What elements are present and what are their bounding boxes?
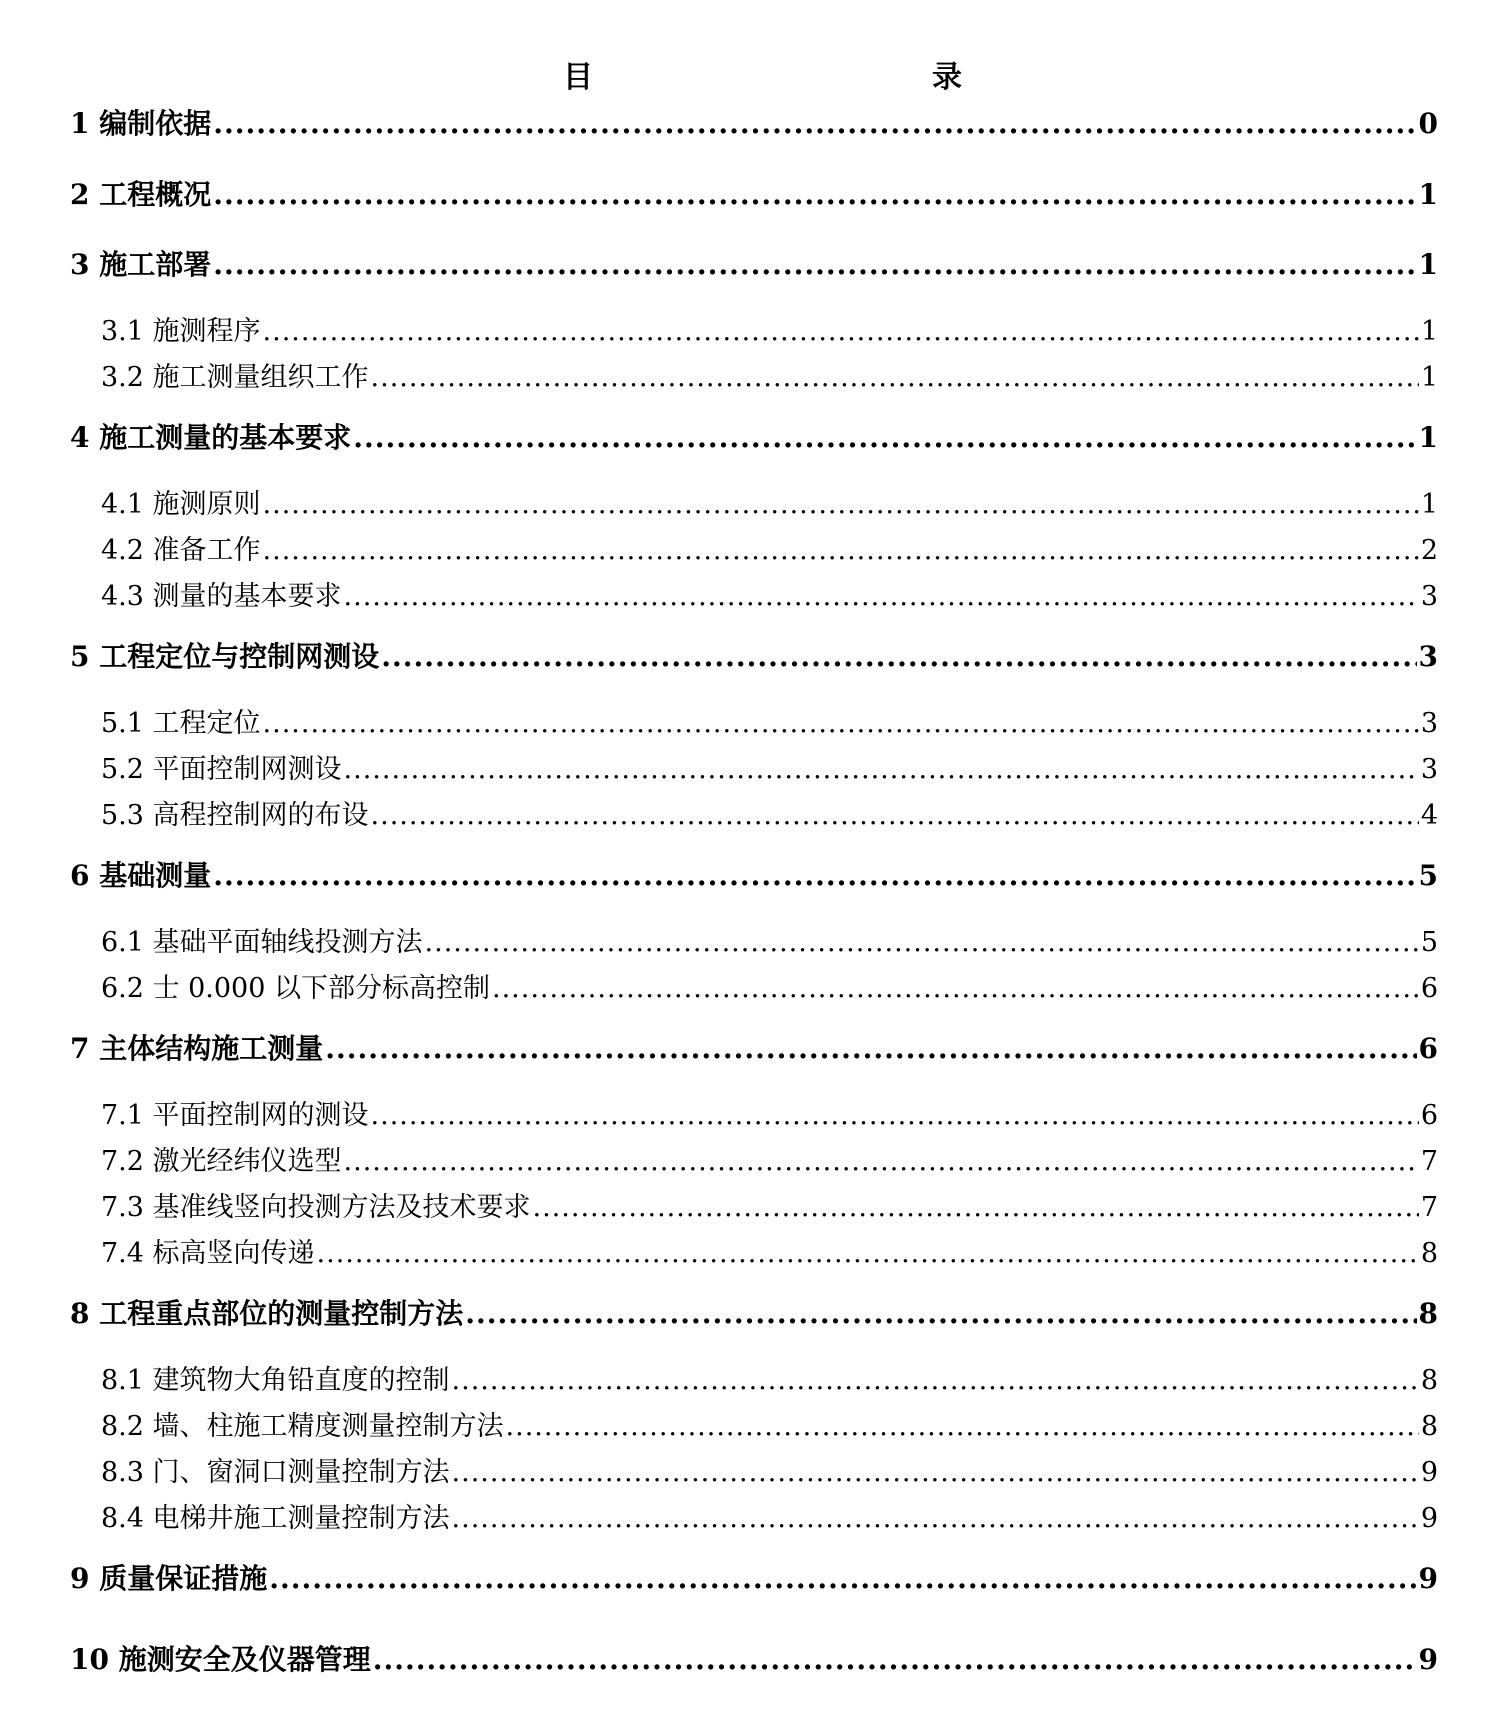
- toc-entry-label: 10 施测安全及仪器管理: [70, 1643, 371, 1676]
- toc-entry-label: 3 施工部署: [70, 248, 212, 281]
- toc-leader-dots: [353, 421, 1416, 454]
- toc-entry-label: 7.3 基准线竖向投测方法及技术要求: [101, 1192, 531, 1223]
- toc-leader-dots: [425, 927, 1419, 958]
- toc-entry-7-4[interactable]: [101, 1231, 1438, 1267]
- toc-entry-page: 3: [1420, 754, 1438, 785]
- toc-entry-page: 3: [1420, 708, 1438, 739]
- toc-title: [0, 52, 1506, 95]
- toc-entry-page: 6: [1420, 973, 1438, 1004]
- toc-leader-dots: [325, 1032, 1416, 1065]
- toc-entry-label: 6.2 士 0.000 以下部分标高控制: [101, 973, 490, 1004]
- toc-leader-dots: [452, 1503, 1419, 1534]
- toc-leader-dots: [452, 1365, 1419, 1396]
- toc-entry-label: 7.2 激光经纬仪选型: [101, 1146, 342, 1177]
- toc-entry-4-1[interactable]: [101, 482, 1438, 518]
- toc-leader-dots: [263, 708, 1419, 739]
- toc-entry-label: 1 编制依据: [70, 107, 212, 140]
- toc-entry-label: 2 工程概况: [70, 178, 212, 211]
- toc-entry-label: 8.3 门、窗洞口测量控制方法: [101, 1457, 450, 1488]
- toc-entry-page: 1: [1420, 316, 1438, 347]
- toc-leader-dots: [213, 107, 1416, 140]
- toc-entry-label: 4.2 准备工作: [101, 535, 261, 566]
- toc-entry-label: 8.4 电梯井施工测量控制方法: [101, 1503, 450, 1534]
- toc-leader-dots: [263, 535, 1419, 566]
- toc-entry-page: 1: [1418, 248, 1438, 281]
- toc-entry-page: 3: [1420, 581, 1438, 612]
- toc-entry-page: 2: [1420, 535, 1438, 566]
- toc-entry-page: 1: [1418, 178, 1438, 211]
- toc-entry-8[interactable]: [70, 1292, 1438, 1330]
- toc-entry-label: 6.1 基础平面轴线投测方法: [101, 927, 423, 958]
- toc-entry-page: 1: [1418, 421, 1438, 454]
- toc-entry-5[interactable]: [70, 635, 1438, 673]
- toc-entry-label: 3.2 施工测量组织工作: [101, 362, 369, 393]
- toc-entry-label: 4.1 施测原则: [101, 489, 261, 520]
- toc-entry-9[interactable]: [70, 1557, 1438, 1595]
- toc-entry-page: 1: [1420, 362, 1438, 393]
- toc-entry-page: 1: [1420, 489, 1438, 520]
- toc-leader-dots: [344, 581, 1419, 612]
- toc-entry-label: 6 基础测量: [70, 859, 212, 892]
- toc-leader-dots: [373, 1643, 1417, 1676]
- toc-entry-page: 3: [1418, 640, 1438, 673]
- toc-entry-6-1[interactable]: [101, 920, 1438, 956]
- toc-entry-10[interactable]: [70, 1638, 1438, 1676]
- toc-entry-8-2[interactable]: [101, 1404, 1438, 1440]
- toc-leader-dots: [344, 1146, 1419, 1177]
- toc-entry-3-1[interactable]: [101, 309, 1438, 345]
- toc-entry-label: 3.1 施测程序: [101, 316, 261, 347]
- toc-entry-page: 9: [1420, 1503, 1438, 1534]
- toc-leader-dots: [533, 1192, 1419, 1223]
- toc-entry-label: 4 施工测量的基本要求: [70, 421, 352, 454]
- toc-entry-label: 7.1 平面控制网的测设: [101, 1100, 369, 1131]
- toc-entry-page: 6: [1418, 1032, 1438, 1065]
- toc-leader-dots: [317, 1238, 1419, 1269]
- toc-leader-dots: [263, 489, 1419, 520]
- toc-leader-dots: [371, 800, 1419, 831]
- toc-entry-page: 0: [1418, 107, 1438, 140]
- toc-entry-page: 9: [1418, 1643, 1438, 1676]
- toc-entry-5-2[interactable]: [101, 747, 1438, 783]
- toc-entry-page: 5: [1420, 927, 1438, 958]
- toc-leader-dots: [381, 640, 1416, 673]
- toc-entry-4[interactable]: [70, 416, 1438, 454]
- toc-entry-page: 4: [1420, 800, 1438, 831]
- toc-leader-dots: [213, 178, 1416, 211]
- toc-leader-dots: [465, 1297, 1416, 1330]
- toc-entry-label: 9 质量保证措施: [70, 1562, 268, 1595]
- toc-entry-8-1[interactable]: [101, 1358, 1438, 1394]
- toc-entry-page: 7: [1420, 1146, 1438, 1177]
- toc-entry-label: 8.2 墙、柱施工精度测量控制方法: [101, 1411, 504, 1442]
- toc-title-right: 录: [932, 60, 962, 95]
- toc-entry-7-1[interactable]: [101, 1093, 1438, 1129]
- toc-entry-label: 5.1 工程定位: [101, 708, 261, 739]
- toc-entry-label: 7.4 标高竖向传递: [101, 1238, 315, 1269]
- toc-leader-dots: [506, 1411, 1419, 1442]
- toc-entry-3[interactable]: [70, 243, 1438, 281]
- toc-entry-label: 8 工程重点部位的测量控制方法: [70, 1297, 464, 1330]
- toc-entry-2[interactable]: [70, 173, 1438, 211]
- toc-entry-page: 9: [1418, 1562, 1438, 1595]
- toc-leader-dots: [452, 1457, 1419, 1488]
- toc-leader-dots: [213, 859, 1416, 892]
- toc-entry-7-2[interactable]: [101, 1139, 1438, 1175]
- toc-entry-6[interactable]: [70, 854, 1438, 892]
- toc-entry-5-3[interactable]: [101, 793, 1438, 829]
- toc-leader-dots: [269, 1562, 1416, 1595]
- toc-entry-label: 4.3 测量的基本要求: [101, 581, 342, 612]
- toc-entry-page: 5: [1418, 859, 1438, 892]
- toc-entry-label: 8.1 建筑物大角铅直度的控制: [101, 1365, 450, 1396]
- toc-entry-page: 8: [1420, 1365, 1438, 1396]
- toc-entry-7[interactable]: [70, 1027, 1438, 1065]
- toc-entry-label: 5.2 平面控制网测设: [101, 754, 342, 785]
- toc-leader-dots: [263, 316, 1419, 347]
- toc-entry-3-2[interactable]: [101, 355, 1438, 391]
- toc-entry-page: 8: [1420, 1411, 1438, 1442]
- toc-entry-page: 6: [1420, 1100, 1438, 1131]
- toc-entry-5-1[interactable]: [101, 701, 1438, 737]
- toc-leader-dots: [371, 1100, 1419, 1131]
- toc-entry-label: 7 主体结构施工测量: [70, 1032, 324, 1065]
- toc-title-left: 目: [563, 60, 593, 95]
- toc-entry-6-2[interactable]: [101, 966, 1438, 1002]
- toc-entry-page: 9: [1420, 1457, 1438, 1488]
- toc-entry-1[interactable]: [70, 102, 1438, 140]
- toc-entry-8-3[interactable]: [101, 1450, 1438, 1486]
- toc-entry-4-2[interactable]: [101, 528, 1438, 564]
- toc-entry-page: 8: [1418, 1297, 1438, 1330]
- toc-leader-dots: [344, 754, 1419, 785]
- toc-leader-dots: [213, 248, 1416, 281]
- toc-leader-dots: [492, 973, 1419, 1004]
- toc-entry-8-4[interactable]: [101, 1496, 1438, 1532]
- toc-entry-page: 7: [1420, 1192, 1438, 1223]
- toc-entry-7-3[interactable]: [101, 1185, 1438, 1221]
- toc-leader-dots: [371, 362, 1419, 393]
- toc-entry-label: 5.3 高程控制网的布设: [101, 800, 369, 831]
- toc-entry-page: 8: [1420, 1238, 1438, 1269]
- toc-entry-4-3[interactable]: [101, 574, 1438, 610]
- toc-entry-label: 5 工程定位与控制网测设: [70, 640, 380, 673]
